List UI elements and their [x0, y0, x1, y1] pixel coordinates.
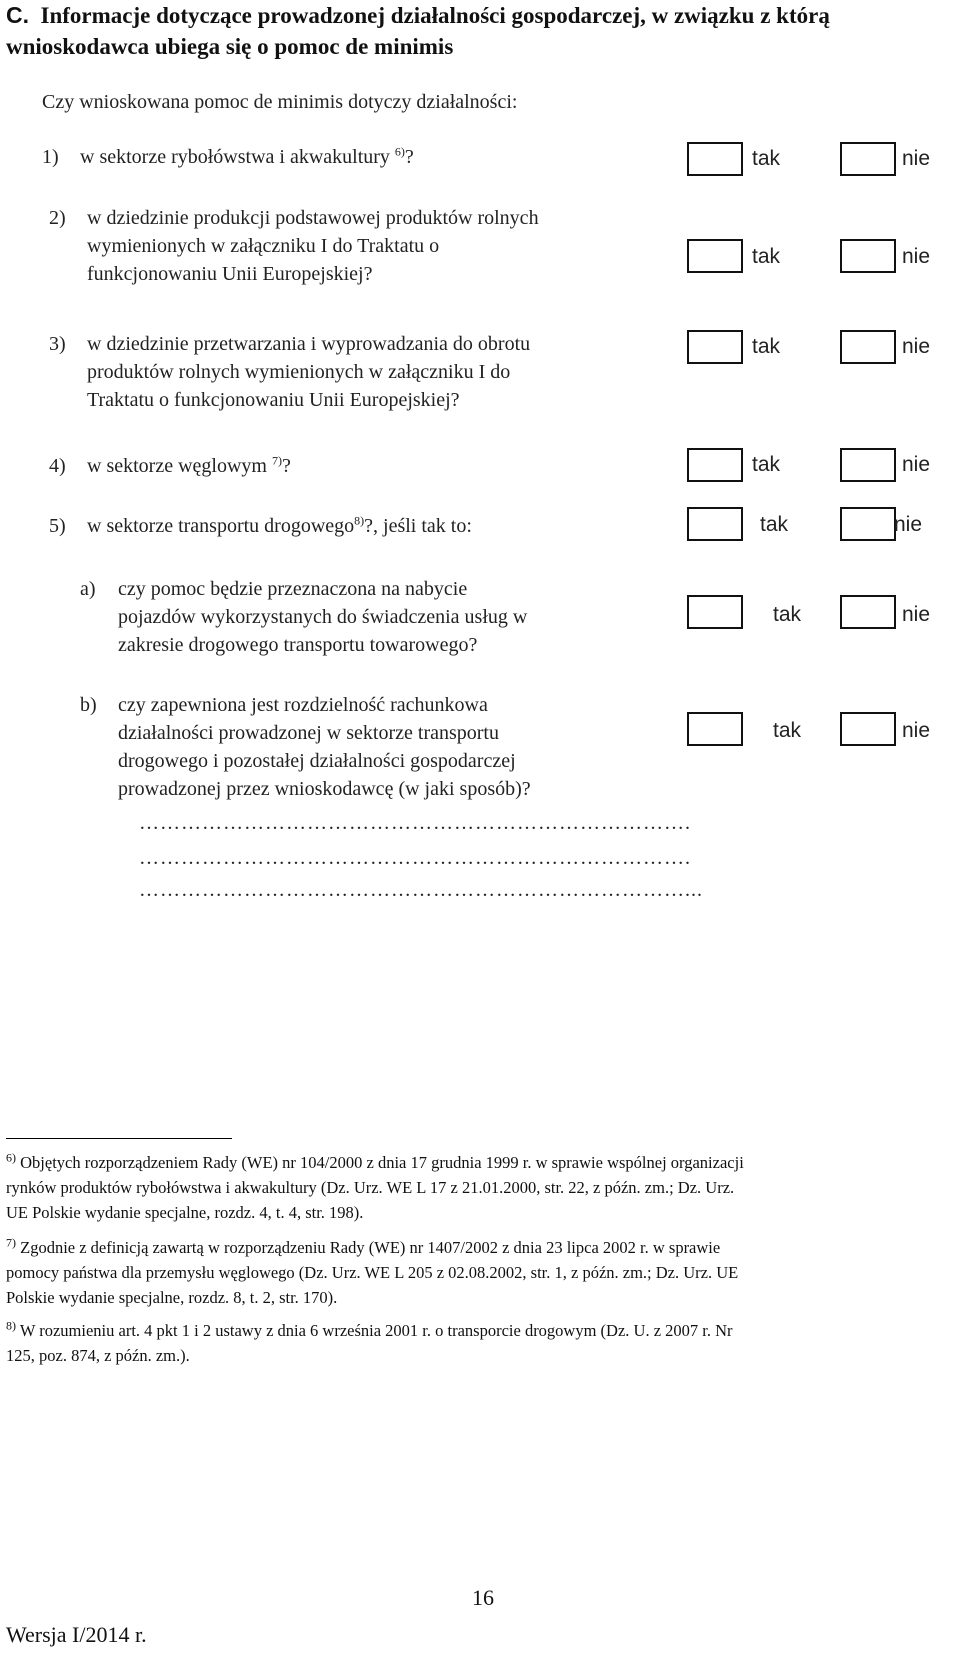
- q5a-nie-checkbox[interactable]: [840, 595, 896, 629]
- footnote-6: [6, 1150, 946, 1225]
- question-4-number: 4): [49, 455, 66, 477]
- question-5b-line-4: prowadzonej przez wnioskodawcę (w jaki sposób)?: [118, 778, 531, 800]
- q1-tak-checkbox[interactable]: [687, 142, 743, 176]
- question-2-line-1: w dziedzinie produkcji podstawowej produktów rolnych: [87, 207, 539, 229]
- question-4-text: w sektorze węglowym: [87, 455, 267, 477]
- footnote-6-line-2: rynków produktów rybołówstwa i akwakultury (Dz. Urz. WE L 17 z 21.01.2000, str. 22, z późn. zm.; Dz. Urz.: [6, 1178, 735, 1197]
- question-5b: [80, 691, 690, 811]
- question-2: [49, 204, 689, 294]
- q5b-tak-checkbox[interactable]: [687, 712, 743, 746]
- footnote-8: [6, 1318, 946, 1368]
- q4-tak-checkbox[interactable]: [687, 448, 743, 482]
- question-5b-line-3: drogowego i pozostałej działalności gospodarczej: [118, 750, 516, 772]
- question-3: [49, 330, 689, 420]
- q2-tak-label: tak: [752, 245, 781, 268]
- section-heading: [6, 0, 936, 62]
- q5b-nie-label: nie: [902, 719, 931, 742]
- question-5a-number: a): [80, 578, 96, 600]
- footnote-6-marker: 6): [6, 1150, 16, 1165]
- q2-nie-checkbox[interactable]: [840, 239, 896, 273]
- question-5a-line-2: pojazdów wykorzystanych do świadczenia usług w: [118, 606, 528, 628]
- q5a-tak-label: tak: [773, 603, 802, 626]
- q5a-tak-checkbox[interactable]: [687, 595, 743, 629]
- question-1-number: 1): [42, 146, 59, 168]
- footnote-8-line-1: W rozumieniu art. 4 pkt 1 i 2 ustawy z dnia 6 września 2001 r. o transporcie drogowym (Dz. U. z 2007 r. Nr: [19, 1321, 733, 1340]
- question-3-line-1: w dziedzinie przetwarzania i wyprowadzania do obrotu: [87, 333, 531, 355]
- q2-tak-checkbox[interactable]: [687, 239, 743, 273]
- q5a-nie-label: nie: [902, 603, 931, 626]
- answer-dotted-line-2[interactable]: …………………………………………………………………….: [139, 847, 691, 869]
- heading-line-2: wnioskodawca ubiega się o pomoc de minimis: [6, 34, 454, 59]
- footnote-8-line-2: 125, poz. 874, z późn. zm.).: [6, 1346, 190, 1365]
- q3-nie-label: nie: [902, 335, 931, 358]
- answer-dotted-line-3[interactable]: ……………………………………………………………………...: [139, 879, 703, 901]
- question-2-line-3: funkcjonowaniu Unii Europejskiej?: [87, 263, 373, 285]
- footnote-7-line-3: Polskie wydanie specjalne, rozdz. 8, t. 2, str. 170).: [6, 1288, 338, 1307]
- footnote-6-line-3: UE Polskie wydanie specjalne, rozdz. 4, t. 4, str. 198).: [6, 1203, 364, 1222]
- question-5b-number: b): [80, 694, 97, 716]
- q2-nie-label: nie: [902, 245, 931, 268]
- question-5b-line-1: czy zapewniona jest rozdzielność rachunkowa: [118, 694, 488, 716]
- heading-line-1: Informacje dotyczące prowadzonej działalności gospodarczej, w związku z którą: [40, 3, 830, 28]
- q5-tak-label: tak: [760, 513, 789, 536]
- footnote-6-line-1: Objętych rozporządzeniem Rady (WE) nr 104/2000 z dnia 17 grudnia 1999 r. w sprawie wspólnej organizacji: [20, 1153, 744, 1172]
- question-5a: [80, 575, 690, 665]
- question-3-line-3: Traktatu o funkcjonowaniu Unii Europejskiej?: [87, 389, 460, 411]
- q3-tak-checkbox[interactable]: [687, 330, 743, 364]
- q1-nie-checkbox[interactable]: [840, 142, 896, 176]
- q5-tak-checkbox[interactable]: [687, 507, 743, 541]
- question-2-line-2: wymienionych w załączniku I do Traktatu o: [87, 235, 440, 257]
- footnote-ref-6: 6): [394, 144, 405, 159]
- footnote-7-line-1: Zgodnie z definicją zawartą w rozporządzeniu Rady (WE) nr 1407/2002 z dnia 23 lipca 2002 r. w sprawie: [20, 1238, 721, 1257]
- question-5-text: w sektorze transportu drogowego: [87, 515, 355, 537]
- footnote-separator: [6, 1138, 232, 1139]
- question-2-number: 2): [49, 207, 66, 229]
- q5b-nie-checkbox[interactable]: [840, 712, 896, 746]
- section-letter: C.: [6, 2, 29, 28]
- q5-nie-checkbox[interactable]: [840, 507, 896, 541]
- question-3-number: 3): [49, 333, 66, 355]
- q5-nie-label: nie: [894, 513, 923, 536]
- question-5a-line-1: czy pomoc będzie przeznaczona na nabycie: [118, 578, 468, 600]
- question-5b-line-2: działalności prowadzonej w sektorze transportu: [118, 722, 499, 744]
- q3-tak-label: tak: [752, 335, 781, 358]
- footnote-8-marker: 8): [6, 1318, 16, 1333]
- page-number: 16: [472, 1585, 494, 1610]
- q4-tak-label: tak: [752, 453, 781, 476]
- q4-nie-label: nie: [902, 453, 931, 476]
- question-5a-line-3: zakresie drogowego transportu towarowego?: [118, 634, 478, 656]
- q4-nie-checkbox[interactable]: [840, 448, 896, 482]
- question-5-number: 5): [49, 515, 66, 537]
- q1-nie-label: nie: [902, 147, 931, 170]
- footnote-ref-7: 7): [271, 453, 282, 468]
- footnote-7-marker: 7): [6, 1235, 16, 1250]
- q3-nie-checkbox[interactable]: [840, 330, 896, 364]
- q5b-tak-label: tak: [773, 719, 802, 742]
- footnote-7: [6, 1235, 946, 1310]
- version-label: Wersja I/2014 r.: [6, 1622, 147, 1647]
- question-1-text: w sektorze rybołówstwa i akwakultury: [80, 146, 390, 168]
- footnote-7-line-2: pomocy państwa dla przemysłu węglowego (Dz. Urz. WE L 205 z 02.08.2002, str. 1, z późn. zm.; Dz. Urz. UE: [6, 1263, 739, 1282]
- question-3-line-2: produktów rolnych wymienionych w załączniku I do: [87, 361, 511, 383]
- footnote-ref-8: 8): [354, 513, 365, 528]
- q1-tak-label: tak: [752, 147, 781, 170]
- intro-question: Czy wnioskowana pomoc de minimis dotyczy działalności:: [42, 91, 518, 113]
- answer-dotted-line-1[interactable]: …………………………………………………………………….: [139, 812, 691, 834]
